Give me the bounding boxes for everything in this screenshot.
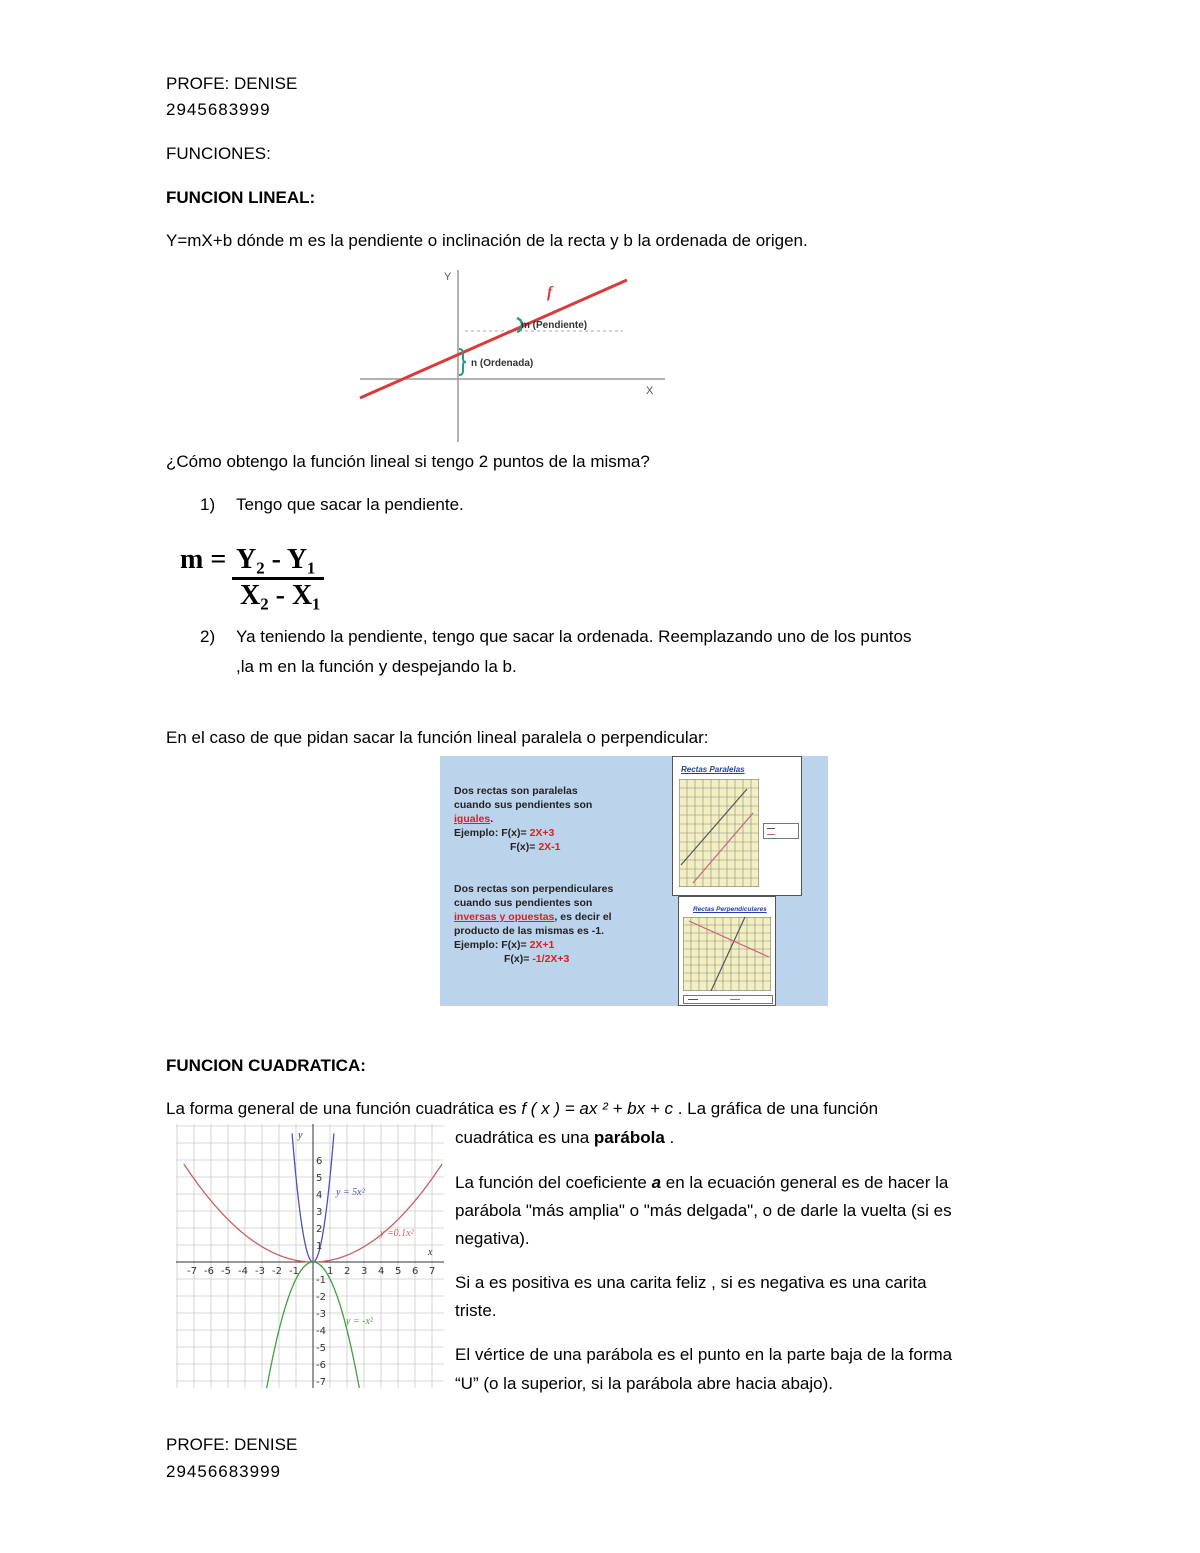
y-tick-label: 6 xyxy=(316,1156,323,1167)
y-tick-label: -2 xyxy=(316,1292,326,1303)
parallel-iguales: iguales xyxy=(454,813,491,825)
quadratic-grid xyxy=(176,1124,444,1388)
y-tick-label: 4 xyxy=(316,1190,323,1201)
coef-a: a xyxy=(651,1173,662,1192)
perpendicular-example-1: 2X+1 xyxy=(529,939,555,951)
parallel-example-1: 2X+3 xyxy=(529,827,555,839)
perpendicular-example-2: -1/2X+3 xyxy=(532,953,570,965)
line2-text-c: . xyxy=(664,1128,675,1147)
coef-paragraph-line3: negativa). xyxy=(455,1229,530,1248)
y-tick-label: 5 xyxy=(316,1173,323,1184)
cuadratica-general-line xyxy=(166,1099,878,1119)
perpendicular-inversas: inversas y opuestas xyxy=(454,911,555,923)
y-tick-label: -6 xyxy=(316,1360,326,1371)
parallel-period: . xyxy=(490,813,494,825)
parallel-graph xyxy=(679,779,759,887)
y-tick-label: 3 xyxy=(316,1207,323,1218)
y-tick-label: -1 xyxy=(316,1275,326,1286)
x-tick-label: -7 xyxy=(187,1266,197,1277)
y-tick-label: -5 xyxy=(316,1343,326,1354)
linear-function-line xyxy=(360,280,627,398)
x-tick-label: -2 xyxy=(272,1266,282,1277)
y-tick-label: 2 xyxy=(316,1224,323,1235)
step2-text-line1: Ya teniendo la pendiente, tengo que sacar la ordenada. Reemplazando uno de los puntos xyxy=(236,627,912,646)
parallel-perpendicular-panel xyxy=(440,756,828,1006)
footer-phone: 29456683999 xyxy=(166,1462,282,1481)
parallel-graph-title: Rectas Paralelas xyxy=(681,765,745,774)
x-tick-label: -1 xyxy=(289,1266,299,1277)
header-phone: 2945683999 xyxy=(166,100,271,119)
y-tick-label: -3 xyxy=(316,1309,326,1320)
lineal-heading: FUNCION LINEAL: xyxy=(166,188,316,207)
step1-number: 1) xyxy=(200,495,216,514)
lineal-definition: Y=mX+b dónde m es la pendiente o inclinación de la recta y b la ordenada de origen. xyxy=(166,231,808,250)
parallel-line1: Dos rectas son paralelas xyxy=(454,785,578,797)
perpendicular-graph xyxy=(683,917,771,991)
general-formula: f ( x ) = ax ² + bx + c xyxy=(521,1099,673,1118)
cuadratica-heading: FUNCION CUADRATICA: xyxy=(166,1056,366,1075)
step2-number: 2) xyxy=(200,627,216,646)
perpendicular-example-label: Ejemplo: F(x)= xyxy=(454,939,527,951)
line2-text-a: cuadrática es una xyxy=(455,1128,594,1147)
parabola-word: parábola xyxy=(593,1128,665,1147)
perpendicular-line2: cuando sus pendientes son xyxy=(454,897,593,909)
coef-paragraph-line2: parábola "más amplia" o "más delgada", o de darle la vuelta (si es xyxy=(455,1201,952,1220)
x-tick-label: 7 xyxy=(429,1266,436,1277)
formula-numerator: Y₂ - Y₁ xyxy=(236,544,316,575)
step1-text: Tengo que sacar la pendiente. xyxy=(236,495,464,514)
x-tick-label: -6 xyxy=(204,1266,214,1277)
pendiente-label: m (Pendiente) xyxy=(521,320,588,331)
y-tick-label: -4 xyxy=(316,1326,326,1337)
label-5x2: y = 5x² xyxy=(336,1187,365,1198)
perpendicular-graph-legend xyxy=(683,995,773,1004)
parallel-graph-box xyxy=(672,756,802,896)
x-tick-label: 2 xyxy=(344,1266,351,1277)
parallel-example2-label: F(x)= xyxy=(510,841,536,853)
y-axis-label: Y xyxy=(444,271,452,283)
sign-paragraph-line1: Si a es positiva es una carita feliz , si es negativa es una carita xyxy=(455,1273,927,1292)
step2-text-line2: ,la m en la función y despejando la b. xyxy=(236,657,517,676)
label-01x2: y =0.1x² xyxy=(380,1228,414,1239)
funciones-title: FUNCIONES: xyxy=(166,144,271,163)
perpendicular-graph-title: Rectas Perpendiculares xyxy=(693,906,767,913)
linear-function-figure xyxy=(355,262,675,444)
quadratic-x-label: x xyxy=(428,1247,433,1258)
perpendicular-line3-end: , es decir el xyxy=(554,911,612,923)
perpendicular-line4: producto de las mismas es xyxy=(454,925,592,937)
x-tick-label: 6 xyxy=(412,1266,419,1277)
y-tick-label: -7 xyxy=(316,1377,326,1388)
parallel-line2: cuando sus pendientes son xyxy=(454,799,593,811)
coef-text-c: en la ecuación general es de hacer la xyxy=(661,1173,949,1192)
parallel-perpendicular-intro: En el caso de que pidan sacar la función lineal paralela o perpendicular: xyxy=(166,728,709,747)
two-points-question: ¿Cómo obtengo la función lineal si tengo 2 puntos de la misma? xyxy=(166,452,650,471)
coef-paragraph-line1 xyxy=(455,1173,948,1193)
header-profe: PROFE: DENISE xyxy=(166,74,298,93)
general-text-a: La forma general de una función cuadrática es xyxy=(166,1099,522,1118)
perpendicular-text xyxy=(454,882,613,966)
perpendicular-graph-box xyxy=(678,896,776,1006)
x-tick-label: -5 xyxy=(221,1266,231,1277)
x-tick-label: -4 xyxy=(238,1266,248,1277)
parallel-graph-legend xyxy=(763,823,799,839)
vertex-paragraph-line1: El vértice de una parábola es el punto en la parte baja de la forma xyxy=(455,1345,953,1364)
x-tick-label: 3 xyxy=(361,1266,368,1277)
quadratic-y-label: y xyxy=(298,1130,303,1141)
general-text-b: . La gráfica de una función xyxy=(672,1099,879,1118)
cuadratica-line2 xyxy=(455,1128,674,1148)
parallel-text xyxy=(454,784,592,854)
x-tick-label: 1 xyxy=(327,1266,334,1277)
sign-paragraph-line2: triste. xyxy=(455,1301,497,1320)
ordenada-label: n (Ordenada) xyxy=(471,358,534,369)
x-tick-label: 5 xyxy=(395,1266,402,1277)
formula-denominator: X₂ - X₁ xyxy=(240,580,321,611)
x-axis-label: X xyxy=(646,385,654,397)
parallel-example-label: Ejemplo: F(x)= xyxy=(454,827,527,839)
label-negx2: y = -x² xyxy=(346,1316,373,1327)
quadratic-graph xyxy=(176,1124,444,1388)
footer-profe: PROFE: DENISE xyxy=(166,1435,298,1454)
perpendicular-line1: Dos rectas son perpendiculares xyxy=(454,883,614,895)
x-tick-label: -3 xyxy=(255,1266,265,1277)
function-f-label: f xyxy=(547,284,553,301)
perpendicular-minus-one: -1 xyxy=(591,925,602,937)
parallel-example-2: 2X-1 xyxy=(538,841,561,853)
perpendicular-example2-label: F(x)= xyxy=(504,953,530,965)
perpendicular-period: . xyxy=(601,925,604,937)
formula-lhs: m = xyxy=(180,544,227,575)
x-tick-label: 4 xyxy=(378,1266,385,1277)
vertex-paragraph-line2: “U” (o la superior, si la parábola abre hacia abajo). xyxy=(455,1374,833,1393)
coef-text-a: La función del coeficiente xyxy=(455,1173,652,1192)
y-tick-label: 1 xyxy=(316,1241,323,1252)
